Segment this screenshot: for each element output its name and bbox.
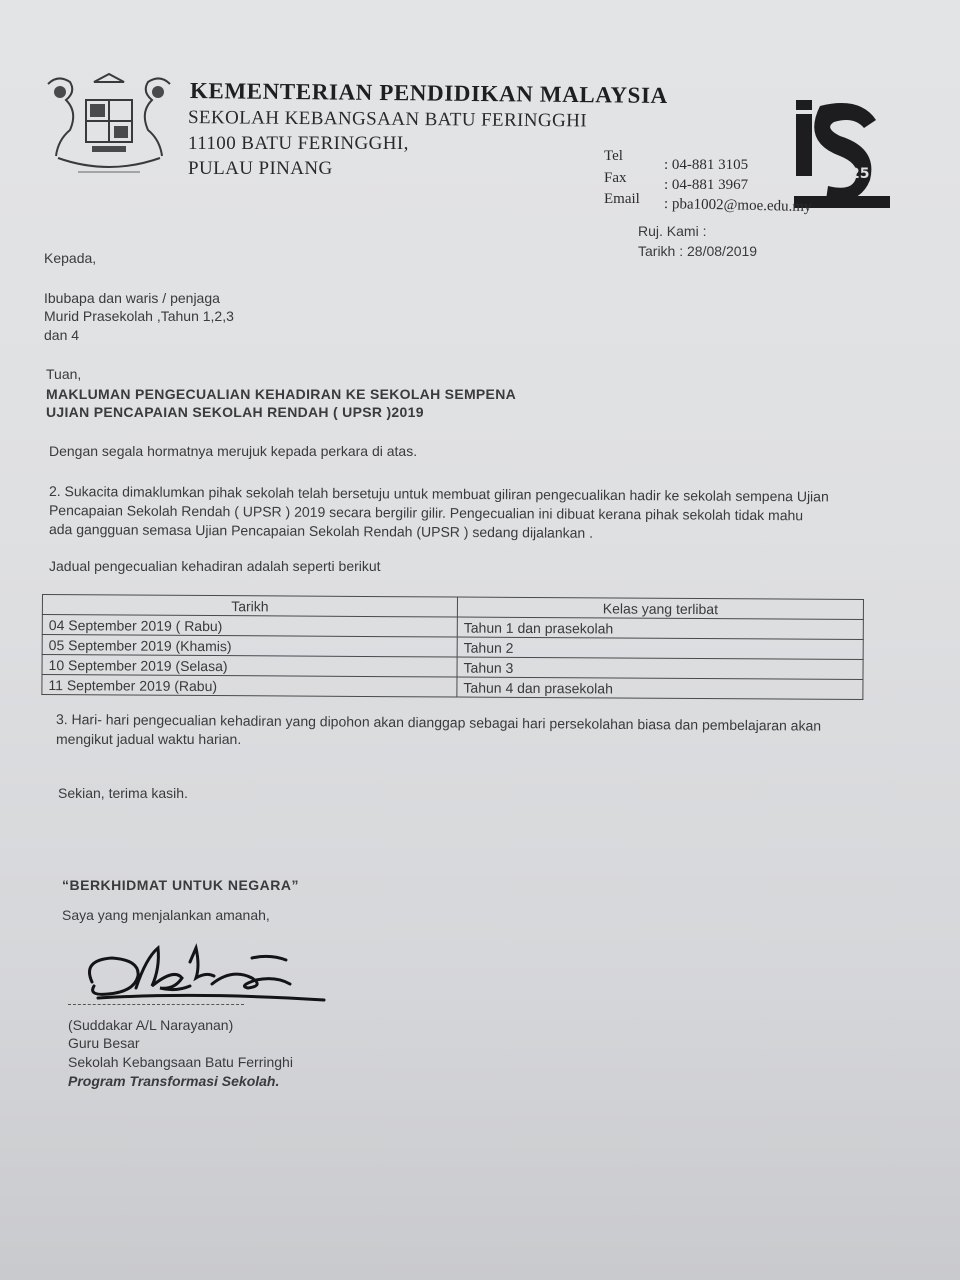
paragraph-2-line-3: ada gangguan semasa Ujian Pencapaian Sekolah Rendah (UPSR ) sedang dijalankan . — [48, 521, 594, 541]
logo-number: 25 — [850, 166, 870, 182]
amanah-line: Saya yang menjalankan amanah, — [62, 907, 270, 923]
row-class: Tahun 4 dan prasekolah — [457, 677, 863, 699]
reference-number: Ruj. Kami : — [638, 223, 707, 239]
school-name: SEKOLAH KEBANGSAAN BATU FERINGGHI — [187, 107, 588, 132]
signature-line — [68, 1004, 244, 1005]
signatory-school: Sekolah Kebangsaan Batu Ferringhi — [68, 1054, 293, 1070]
paragraph-2-line-1: 2. Sukacita dimaklumkan pihak sekolah telah bersetuju untuk membuat giliran pengecualikan hadir ke sekolah sempena Ujian — [48, 483, 829, 505]
recipient-line-1: Ibubapa dan waris / penjaga — [44, 290, 220, 306]
salutation: Tuan, — [46, 366, 82, 382]
ministry-name: KEMENTERIAN PENDIDIKAN MALAYSIA — [189, 78, 668, 109]
paragraph-2-line-2: Pencapaian Sekolah Rendah ( UPSR ) 2019 secara bergilir gilir. Pengecualian ini dibuat kerana pihak sekolah tidak mahu — [48, 502, 804, 524]
subject-line-2: UJIAN PENCAPAIAN SEKOLAH RENDAH ( UPSR )2019 — [46, 404, 424, 420]
fax-value: : 04-881 3967 — [664, 177, 749, 193]
signatory-name: (Suddakar A/L Narayanan) — [68, 1017, 234, 1033]
row-date: 10 September 2019 (Selasa) — [42, 655, 457, 678]
row-class: Tahun 1 dan prasekolah — [457, 617, 863, 639]
kepada-label: Kepada, — [44, 250, 97, 266]
program-name: Program Transformasi Sekolah. — [68, 1073, 280, 1089]
email-label: Email — [604, 191, 640, 207]
motto: “BERKHIDMAT UNTUK NEGARA” — [62, 877, 300, 893]
subject-line-1: MAKLUMAN PENGECUALIAN KEHADIRAN KE SEKOLAH SEMPENA — [46, 386, 517, 402]
fax-label: Fax — [604, 170, 627, 186]
signatory-title: Guru Besar — [68, 1035, 140, 1051]
address-line-1: 11100 BATU FERINGGHI, — [188, 133, 409, 154]
exemption-schedule-table — [41, 594, 864, 700]
recipient-line-3: dan 4 — [44, 327, 80, 343]
row-date: 05 September 2019 (Khamis) — [42, 635, 457, 658]
row-date: 04 September 2019 ( Rabu) — [42, 615, 457, 638]
closing-line: Sekian, terima kasih. — [58, 785, 188, 801]
table-intro: Jadual pengecualian kehadiran adalah seperti berikut — [49, 558, 381, 574]
paragraph-3-line-1: 3. Hari- hari pengecualian kehadiran yang dipohon akan dianggap sebagai hari persekolahan biasa dan pembelajaran akan — [55, 711, 822, 734]
opening-line: Dengan segala hormatnya merujuk kepada perkara di atas. — [49, 443, 418, 459]
table-row — [42, 675, 863, 700]
row-class: Tahun 3 — [457, 657, 863, 679]
tel-label: Tel — [604, 148, 623, 164]
header-tarikh: Tarikh — [42, 595, 457, 618]
address-line-2: PULAU PINANG — [188, 158, 333, 179]
recipient-line-2: Murid Prasekolah ,Tahun 1,2,3 — [44, 308, 234, 324]
email-value: : pba1002@moe.edu.my — [663, 196, 812, 216]
row-class: Tahun 2 — [457, 637, 863, 659]
letter-date: Tarikh : 28/08/2019 — [638, 243, 758, 259]
coat-of-arms-icon — [38, 72, 180, 180]
school-transformation-logo-icon — [792, 100, 892, 212]
paragraph-3-line-2: mengikut jadual waktu harian. — [56, 731, 242, 747]
row-date: 11 September 2019 (Rabu) — [42, 675, 457, 698]
header-kelas: Kelas yang terlibat — [457, 597, 863, 619]
tel-value: : 04-881 3105 — [664, 157, 749, 173]
